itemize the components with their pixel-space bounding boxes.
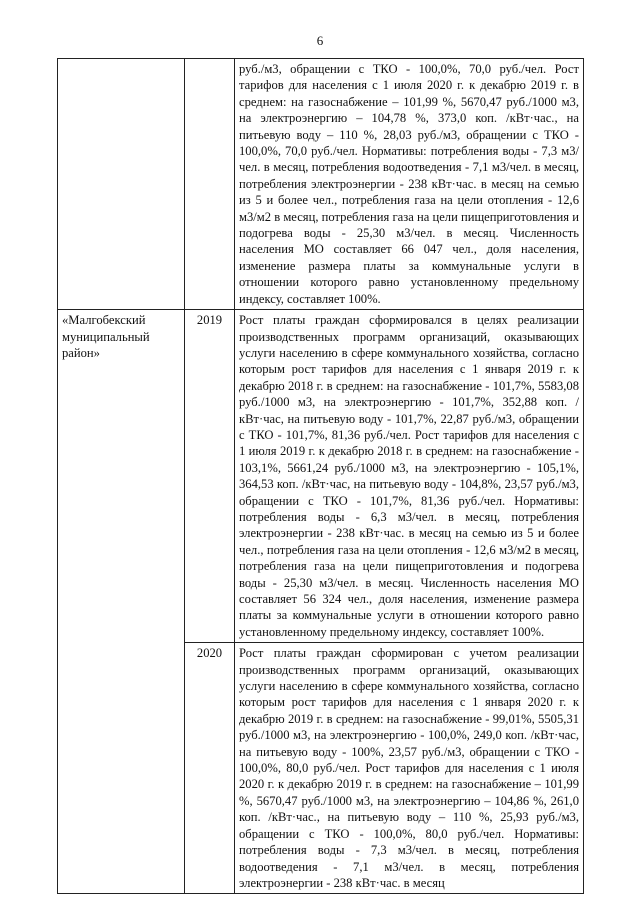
- description-cell: Рост платы граждан сформирован с учетом реализации производственных программ организаций, оказывающих услуги населению в сфере коммунального хозяйства, согласно которым рост тарифов для населения с 1 января 2020 г. к декабрю 2019 г. в среднем: на газоснабжение - 99,01%, 5505,31 руб./1000 м3, на электроэнергию - 100,0%, 249,0 коп. /кВт·час, на питьевую воду - 100%, 23,57 руб./м3, обращении с ТКО - 100,0%, 80,0 руб./чел. Рост тарифов для населения с 1 июля 2020 г. к декабрю 2019 г. в среднем: на газоснабжение – 101,99 %, 5670,47 руб./1000 м3, на электроэнергию – 104,86 %, 261,0 коп. /кВт·час., на питьевую воду – 110 %, 25,93 руб./м3, обращении с ТКО - 100,0%, 80,0 руб./чел. Нормативы: потребления воды - 7,3 м3/чел. в месяц, потребления водоотведения - 7,1 м3/чел. в месяц, потребления электроэнергии - 238 кВт·час. в месяц: [235, 643, 584, 894]
- description-cell: руб./м3, обращении с ТКО - 100,0%, 70,0 руб./чел. Рост тарифов для населения с 1 июля 2020 г. к декабрю 2019 г. в среднем: на газоснабжение – 101,99 %, 5670,47 руб./1000 м3, на электроэнергию – 104,78 %, 373,0 коп. /кВт·час., на питьевую воду – 110 %, 28,03 руб./м3, обращении с ТКО - 100,0%, 70,0 руб./чел. Нормативы: потребления воды - 7,3 м3/чел. в месяц, потребления водоотведения - 7,1 м3/чел. в месяц, потребления электроэнергии - 238 кВт·час. в месяц на семью из 5 и более чел., потребления газа на цели отопления - 12,6 м3/м2 в месяц, потребления газа на цели пищеприготовления и подогрева воды - 25,30 м3/чел. в месяц. Численность населения МО составляет 66 047 чел., доля населения, изменение размера платы за коммунальные услуги в отношении которого равно установленному предельному индексу, составляет 100%.: [235, 59, 584, 310]
- page-number: 6: [316, 33, 324, 48]
- tariff-table: [57, 58, 584, 894]
- table-row: [58, 59, 584, 310]
- year-cell: [185, 59, 235, 310]
- year-cell: 2020: [185, 643, 235, 894]
- year-cell: 2019: [185, 310, 235, 643]
- municipality-cell: «Малгобекский муниципальный район»: [58, 310, 185, 894]
- municipality-cell: [58, 59, 185, 310]
- description-cell: Рост платы граждан сформировался в целях реализации производственных программ организаций, оказывающих услуги населению в сфере коммунального хозяйства, согласно которым рост тарифов для населения с 1 января 2019 г. к декабрю 2018 г. в среднем: на газоснабжение - 101,7%, 5583,08 руб./1000 м3, на электроэнергию - 101,7%, 352,88 коп. /кВт·час, на питьевую воду - 101,7%, 22,87 руб./м3, обращении с ТКО - 101,7%, 81,36 руб./чел. Рост тарифов для населения с 1 июля 2019 г. к декабрю 2018 г. в среднем: на газоснабжение - 103,1%, 5661,24 руб./1000 м3, на электроэнергию - 105,1%, 364,53 коп. /кВт·час, на питьевую воду - 104,8%, 23,57 руб./м3, обращении с ТКО - 101,7%, 81,36 руб./чел. Нормативы: потребления воды - 6,3 м3/чел. в месяц, потребления электроэнергии - 238 кВт·час. в месяц на семью из 5 и более чел., потребления газа на цели отопления - 12,6 м3/м2 в месяц, потребления газа на цели пищеприготовления и подогрева воды - 25,30 м3/чел. в месяц. Численность населения МО составляет 56 324 чел., доля населения, изменение размера платы за коммунальные услуги в отношении которого равно установленному предельному индексу, составляет 100%.: [235, 310, 584, 643]
- table-row: [58, 310, 584, 643]
